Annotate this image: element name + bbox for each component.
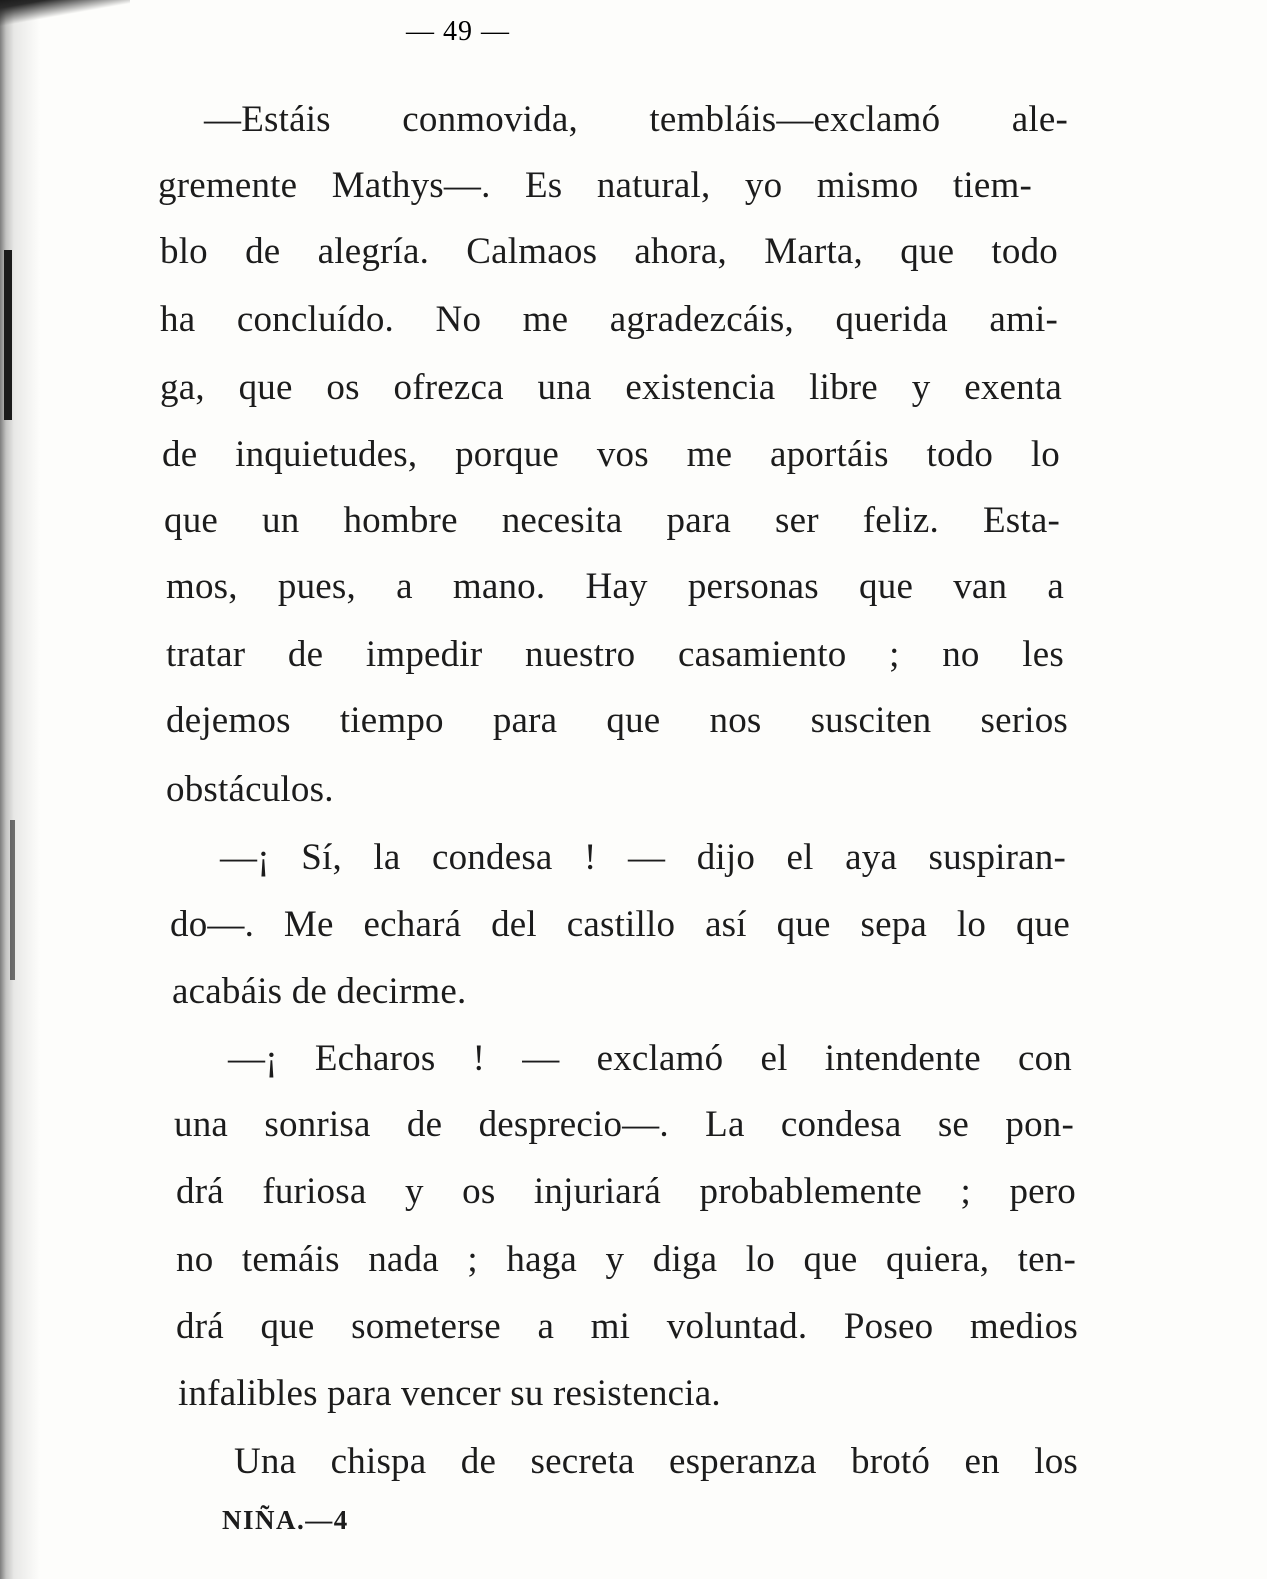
text-line: ga, que os ofrezca una existencia libre y exenta bbox=[160, 367, 1062, 408]
text-line: drá que someterse a mi voluntad. Poseo medios bbox=[176, 1306, 1078, 1347]
text-line: de inquietudes, porque vos me aportáis todo lo bbox=[162, 434, 1060, 475]
corner-shadow bbox=[0, 0, 130, 40]
text-line: gremente Mathys—. Es natural, yo mismo tiem- bbox=[158, 165, 1032, 206]
text-line: mos, pues, a mano. Hay personas que van a bbox=[166, 566, 1064, 607]
text-line: drá furiosa y os injuriará probablemente ; pero bbox=[176, 1171, 1076, 1212]
text-line: —¡ Echaros ! — exclamó el intendente con bbox=[228, 1038, 1072, 1079]
binding-mark bbox=[10, 820, 15, 980]
binding-mark bbox=[4, 250, 12, 420]
text-line: una sonrisa de desprecio—. La condesa se pon- bbox=[174, 1104, 1074, 1145]
text-line: tratar de impedir nuestro casamiento ; no les bbox=[166, 634, 1064, 675]
text-line: dejemos tiempo para que nos susciten serios bbox=[166, 700, 1068, 741]
signature-mark: NIÑA.—4 bbox=[222, 1505, 349, 1535]
page-number: — 49 — bbox=[406, 16, 510, 47]
text-line: Una chispa de secreta esperanza brotó en los bbox=[234, 1441, 1078, 1482]
text-line: no temáis nada ; haga y diga lo que quiera, ten- bbox=[176, 1239, 1076, 1280]
text-line: que un hombre necesita para ser feliz. Esta- bbox=[164, 500, 1060, 541]
text-line: ha concluído. No me agradezcáis, querida ami- bbox=[160, 299, 1058, 340]
binding-edge-shadow bbox=[0, 0, 44, 1579]
text-line: infalibles para vencer su resistencia. bbox=[178, 1373, 721, 1414]
text-line: obstáculos. bbox=[166, 769, 334, 810]
text-line: —Estáis conmovida, tembláis—exclamó ale- bbox=[204, 99, 1068, 140]
text-line: —¡ Sí, la condesa ! — dijo el aya suspiran- bbox=[220, 837, 1066, 878]
text-line: blo de alegría. Calmaos ahora, Marta, que todo bbox=[160, 231, 1058, 272]
text-line: do—. Me echará del castillo así que sepa lo que bbox=[170, 904, 1070, 945]
text-line: acabáis de decirme. bbox=[172, 971, 467, 1012]
